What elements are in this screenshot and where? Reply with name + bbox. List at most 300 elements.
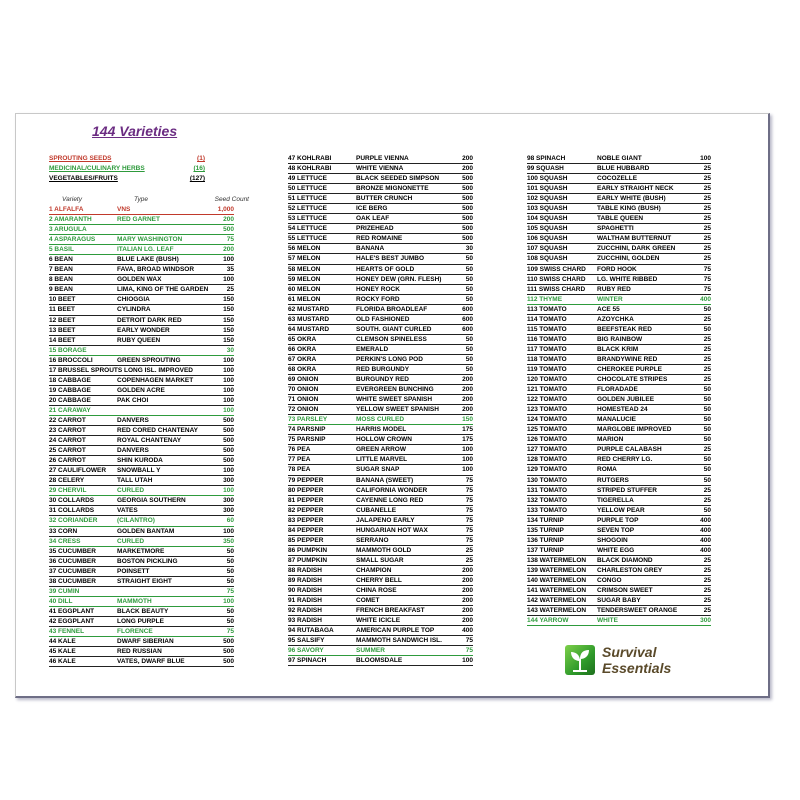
variety-row — [288, 445, 473, 455]
variety-name: 138 WATERMELON — [527, 556, 587, 564]
variety-type: CHAMPION — [356, 566, 392, 574]
variety-name: 40 DILL — [49, 597, 73, 605]
variety-type: PRIZEHEAD — [356, 225, 394, 233]
variety-row — [288, 506, 473, 516]
variety-name: 13 BEET — [49, 326, 76, 334]
seed-count: 50 — [703, 466, 711, 474]
variety-name: 66 OKRA — [288, 345, 317, 353]
seed-count: 75 — [226, 587, 234, 595]
variety-name: 124 TOMATO — [527, 416, 568, 424]
seed-count: 50 — [465, 255, 473, 263]
seed-count: 75 — [465, 526, 473, 534]
variety-type: GOLDEN JUBILEE — [597, 396, 655, 404]
variety-row — [527, 606, 711, 616]
variety-row — [49, 456, 234, 466]
variety-type: WHITE ICICLE — [356, 617, 401, 625]
variety-type: BLACK SEEDED SIMPSON — [356, 175, 440, 183]
variety-name: 140 WATERMELON — [527, 576, 587, 584]
seed-count: 350 — [223, 537, 234, 545]
variety-type: TABLE QUEEN — [597, 215, 644, 223]
variety-name: 92 RADISH — [288, 607, 322, 615]
variety-name: 44 KALE — [49, 638, 76, 646]
variety-type: RUBY QUEEN — [117, 336, 161, 344]
seed-count: 50 — [703, 406, 711, 414]
variety-name: 93 RADISH — [288, 617, 322, 625]
variety-name: 28 CELERY — [49, 477, 85, 485]
seed-count: 100 — [223, 376, 234, 384]
variety-type: DWARF SIBERIAN — [117, 638, 174, 646]
variety-row — [527, 285, 711, 295]
variety-name: 31 COLLARDS — [49, 507, 95, 515]
variety-type: GOLDEN ACRE — [117, 386, 165, 394]
variety-row — [49, 366, 234, 376]
variety-row — [288, 214, 473, 224]
variety-name: 72 ONION — [288, 406, 319, 414]
variety-type: TENDERSWEET ORANGE — [597, 607, 678, 615]
seed-count: 25 — [703, 335, 711, 343]
variety-row — [288, 164, 473, 174]
seed-count: 50 — [465, 365, 473, 373]
variety-name: 61 MELON — [288, 295, 321, 303]
variety-row — [288, 566, 473, 576]
variety-type: HONEY DEW (GRN. FLESH) — [356, 275, 442, 283]
variety-type: BEEFSTEAK RED — [597, 325, 652, 333]
seed-count: 25 — [703, 446, 711, 454]
variety-name: 141 WATERMELON — [527, 587, 587, 595]
seed-count: 500 — [462, 235, 473, 243]
variety-type: COMET — [356, 597, 380, 605]
variety-name: 7 BEAN — [49, 266, 73, 274]
variety-row — [49, 356, 234, 366]
variety-type: PURPLE TOP — [597, 516, 639, 524]
variety-row — [49, 516, 234, 526]
variety-name: 23 CARROT — [49, 427, 86, 435]
variety-row — [288, 365, 473, 375]
variety-row — [527, 616, 711, 626]
variety-row — [527, 345, 711, 355]
variety-name: 132 TOMATO — [527, 496, 568, 504]
variety-row — [527, 365, 711, 375]
variety-row — [49, 567, 234, 577]
seed-count: 100 — [223, 406, 234, 414]
seed-count: 100 — [462, 456, 473, 464]
variety-type: EARLY WONDER — [117, 326, 170, 334]
variety-name: 37 CUCUMBER — [49, 567, 96, 575]
seed-count: 50 — [465, 275, 473, 283]
variety-row — [288, 586, 473, 596]
variety-name: 95 SALSIFY — [288, 637, 325, 645]
variety-type: COCOZELLE — [597, 175, 638, 183]
variety-type: STRAIGHT EIGHT — [117, 577, 172, 585]
seed-count: 100 — [223, 597, 234, 605]
variety-column-3 — [527, 154, 711, 626]
variety-row — [49, 316, 234, 326]
variety-row — [527, 415, 711, 425]
variety-name: 135 TURNIP — [527, 526, 564, 534]
variety-row — [527, 154, 711, 164]
variety-name: 56 MELON — [288, 245, 321, 253]
variety-type: AZOYCHKA — [597, 315, 634, 323]
seed-count: 200 — [462, 587, 473, 595]
variety-row — [527, 486, 711, 496]
variety-type: ZUCCHINI, DARK GREEN — [597, 245, 676, 253]
variety-type: HOLLOW CROWN — [356, 436, 412, 444]
seed-count: 50 — [465, 345, 473, 353]
seed-count: 25 — [703, 566, 711, 574]
variety-row — [288, 305, 473, 315]
variety-type: SHOGOIN — [597, 536, 628, 544]
seed-count: 25 — [703, 587, 711, 595]
variety-name: 49 LETTUCE — [288, 175, 328, 183]
variety-type: ICE BERG — [356, 205, 388, 213]
variety-name: 35 CUCUMBER — [49, 547, 96, 555]
variety-type: SUGAR BABY — [597, 597, 641, 605]
seed-count: 50 — [465, 335, 473, 343]
variety-type: BLUE LAKE (BUSH) — [117, 256, 179, 264]
variety-type: ACE 55 — [597, 305, 620, 313]
seed-count: 100 — [223, 256, 234, 264]
variety-type: SUMMER — [356, 647, 385, 655]
seed-count: 200 — [462, 576, 473, 584]
variety-row — [288, 425, 473, 435]
variety-name: 125 TOMATO — [527, 426, 568, 434]
variety-row — [288, 385, 473, 395]
seed-count: 200 — [223, 216, 234, 224]
variety-name: 115 TOMATO — [527, 325, 567, 333]
variety-name: 128 TOMATO — [527, 456, 568, 464]
variety-name: 30 COLLARDS — [49, 497, 95, 505]
seed-count: 400 — [700, 295, 711, 303]
seed-count: 75 — [465, 536, 473, 544]
variety-name: 86 PUMPKIN — [288, 546, 328, 554]
seed-count: 600 — [462, 325, 473, 333]
variety-row — [49, 285, 234, 295]
variety-name: 59 MELON — [288, 275, 321, 283]
variety-row — [49, 406, 234, 416]
seed-count: 30 — [226, 346, 234, 354]
seed-count: 25 — [703, 185, 711, 193]
seed-count: 200 — [462, 617, 473, 625]
variety-name: 39 CUMIN — [49, 587, 80, 595]
seed-count: 500 — [223, 457, 234, 465]
variety-type: LG. WHITE RIBBED — [597, 275, 658, 283]
variety-name: 85 PEPPER — [288, 536, 324, 544]
seed-count: 300 — [223, 497, 234, 505]
seed-count: 150 — [462, 416, 473, 424]
variety-name: 134 TURNIP — [527, 516, 564, 524]
seed-count: 25 — [703, 205, 711, 213]
variety-type: EARLY STRAIGHT NECK — [597, 185, 674, 193]
seed-count: 500 — [223, 226, 234, 234]
variety-name: 110 SWISS CHARD — [527, 275, 586, 283]
variety-row — [288, 285, 473, 295]
variety-row — [49, 436, 234, 446]
variety-row — [49, 446, 234, 456]
variety-name: 64 MUSTARD — [288, 325, 330, 333]
seed-count: 25 — [703, 245, 711, 253]
variety-type: RED BURGUNDY — [356, 365, 410, 373]
variety-name: 14 BEET — [49, 336, 76, 344]
variety-row — [527, 265, 711, 275]
variety-row — [288, 516, 473, 526]
variety-row — [49, 506, 234, 516]
variety-name: 38 CUCUMBER — [49, 577, 96, 585]
variety-name: 34 CRESS — [49, 537, 81, 545]
variety-type: CLEMSON SPINELESS — [356, 335, 427, 343]
variety-name: 58 MELON — [288, 265, 321, 273]
variety-name: 81 PEPPER — [288, 496, 324, 504]
variety-row — [527, 516, 711, 526]
variety-type: BRANDYWINE RED — [597, 355, 658, 363]
seed-count: 75 — [465, 486, 473, 494]
variety-type: RED CHERRY LG. — [597, 456, 653, 464]
variety-type: BLOOMSDALE — [356, 657, 403, 665]
variety-name: 2 AMARANTH — [49, 216, 92, 224]
variety-row — [49, 416, 234, 426]
variety-name: 12 BEET — [49, 316, 76, 324]
variety-row — [49, 577, 234, 587]
variety-type: CUBANELLE — [356, 506, 397, 514]
variety-type: FRENCH BREAKFAST — [356, 607, 425, 615]
variety-type: GREEN SPROUTING — [117, 356, 181, 364]
variety-type: VNS — [117, 206, 131, 213]
variety-name: 121 TOMATO — [527, 386, 568, 394]
variety-name: 16 BROCCOLI — [49, 356, 93, 364]
variety-name: 100 SQUASH — [527, 175, 568, 183]
variety-type: RED GARNET — [117, 216, 160, 224]
variety-name: 84 PEPPER — [288, 526, 324, 534]
variety-row — [49, 607, 234, 617]
variety-row — [49, 215, 234, 225]
variety-type: LONG PURPLE — [117, 617, 164, 625]
variety-row — [49, 617, 234, 627]
variety-name: 19 CABBAGE — [49, 386, 91, 394]
variety-row — [49, 235, 234, 245]
variety-name: 82 PEPPER — [288, 506, 324, 514]
variety-name: 89 RADISH — [288, 576, 322, 584]
variety-type: NOBLE GIANT — [597, 155, 642, 162]
variety-name: 83 PEPPER — [288, 516, 324, 524]
variety-name: 32 CORIANDER — [49, 517, 98, 525]
variety-name: 111 SWISS CHARD — [527, 285, 586, 293]
seed-count: 75 — [465, 637, 473, 645]
seed-count: 25 — [703, 486, 711, 494]
variety-name: 94 RUTABAGA — [288, 627, 334, 635]
seed-count: 100 — [223, 527, 234, 535]
variety-name: 119 TOMATO — [527, 365, 567, 373]
variety-row — [288, 496, 473, 506]
variety-name: 36 CUCUMBER — [49, 557, 96, 565]
variety-type: CONGO — [597, 576, 622, 584]
variety-type: BLACK DIAMOND — [597, 556, 653, 564]
variety-row — [288, 184, 473, 194]
seed-count: 25 — [703, 315, 711, 323]
seed-count: 50 — [226, 617, 234, 625]
variety-name: 126 TOMATO — [527, 436, 568, 444]
variety-type: TIGERELLA — [597, 496, 634, 504]
variety-row — [49, 657, 234, 667]
variety-name: 63 MUSTARD — [288, 315, 330, 323]
variety-column-1 — [49, 205, 234, 667]
variety-type: FLORADADE — [597, 386, 638, 394]
variety-type: MARGLOBE IMPROVED — [597, 426, 672, 434]
variety-row — [49, 265, 234, 275]
variety-row — [527, 375, 711, 385]
variety-row — [288, 375, 473, 385]
variety-row — [527, 576, 711, 586]
summary-herbs — [49, 164, 205, 174]
seed-count: 500 — [462, 175, 473, 183]
seed-count: 100 — [462, 657, 473, 665]
variety-name: 1 ALFALFA — [49, 206, 84, 213]
variety-name: 112 THYME — [527, 295, 563, 303]
variety-name: 60 MELON — [288, 285, 321, 293]
seed-count: 35 — [226, 266, 234, 274]
variety-name: 79 PEPPER — [288, 476, 324, 484]
variety-name: 97 SPINACH — [288, 657, 327, 665]
seed-count: 25 — [465, 546, 473, 554]
variety-row — [527, 445, 711, 455]
variety-name: 52 LETTUCE — [288, 205, 328, 213]
logo-line-1: Survival — [602, 644, 657, 660]
variety-type: MARY WASHINGTON — [117, 236, 183, 244]
seed-count: 30 — [465, 245, 473, 253]
variety-name: 74 PARSNIP — [288, 426, 326, 434]
variety-row — [49, 305, 234, 315]
seed-count: 150 — [223, 296, 234, 304]
variety-type: CAYENNE LONG RED — [356, 496, 424, 504]
seed-count: 100 — [462, 466, 473, 474]
variety-name: 123 TOMATO — [527, 406, 568, 414]
variety-name: 108 SQUASH — [527, 255, 568, 263]
seed-count: 75 — [465, 516, 473, 524]
seed-count: 200 — [462, 165, 473, 173]
variety-row — [49, 496, 234, 506]
summary-label: SPROUTING SEEDS — [49, 155, 112, 162]
variety-name: 102 SQUASH — [527, 195, 568, 203]
variety-type: ITALIAN LG. LEAF — [117, 246, 174, 254]
variety-row — [527, 526, 711, 536]
variety-type: WALTHAM BUTTERNUT — [597, 235, 672, 243]
variety-name: 118 TOMATO — [527, 355, 567, 363]
variety-row — [527, 305, 711, 315]
seed-count: 200 — [223, 246, 234, 254]
seed-count: 1,000 — [217, 206, 234, 213]
variety-name: 106 SQUASH — [527, 235, 568, 243]
variety-row — [49, 275, 234, 285]
variety-type: BANANA — [356, 245, 385, 253]
variety-name: 122 TOMATO — [527, 396, 568, 404]
variety-row — [288, 636, 473, 646]
variety-type: HALE'S BEST JUMBO — [356, 255, 424, 263]
variety-name: 105 SQUASH — [527, 225, 568, 233]
variety-type: VATES, DWARF BLUE — [117, 658, 185, 666]
variety-type: JALAPENO EARLY — [356, 516, 415, 524]
variety-type: (CILANTRO) — [117, 517, 155, 525]
variety-row — [288, 265, 473, 275]
variety-name: 5 BASIL — [49, 246, 74, 254]
variety-name: 99 SQUASH — [527, 165, 564, 173]
variety-type: CURLED — [117, 537, 145, 545]
variety-name: 104 SQUASH — [527, 215, 568, 223]
variety-type: YELLOW PEAR — [597, 506, 645, 514]
variety-row — [49, 597, 234, 607]
variety-type: ROMA — [597, 466, 617, 474]
seed-count: 75 — [226, 627, 234, 635]
variety-type: CHINA ROSE — [356, 587, 397, 595]
variety-name: 42 EGGPLANT — [49, 617, 95, 625]
variety-name: 51 LETTUCE — [288, 195, 328, 203]
header-variety: Variety — [62, 196, 82, 203]
variety-name: 88 RADISH — [288, 566, 322, 574]
seed-count: 500 — [223, 437, 234, 445]
variety-row — [527, 536, 711, 546]
variety-row — [527, 254, 711, 264]
seed-count: 200 — [462, 155, 473, 162]
category-summary — [49, 154, 205, 184]
variety-name: 26 CARROT — [49, 457, 86, 465]
variety-row — [49, 386, 234, 396]
variety-name: 6 BEAN — [49, 256, 73, 264]
variety-row — [527, 184, 711, 194]
variety-name: 71 ONION — [288, 396, 319, 404]
variety-type: RUTGERS — [597, 476, 629, 484]
variety-type: BLUE HUBBARD — [597, 165, 650, 173]
seed-count: 25 — [703, 556, 711, 564]
variety-row — [49, 346, 234, 356]
variety-type: BUTTER CRUNCH — [356, 195, 413, 203]
variety-row — [288, 576, 473, 586]
seed-count: 50 — [703, 436, 711, 444]
variety-row — [49, 255, 234, 265]
variety-name: 129 TOMATO — [527, 466, 568, 474]
variety-type: ROCKY FORD — [356, 295, 400, 303]
seed-count: 100 — [223, 487, 234, 495]
variety-row — [527, 234, 711, 244]
column-headers — [49, 195, 249, 205]
seed-count: 50 — [703, 396, 711, 404]
variety-row — [288, 174, 473, 184]
variety-type: SERRANO — [356, 536, 389, 544]
seed-count: 50 — [703, 426, 711, 434]
summary-sprouting — [49, 154, 205, 164]
variety-row — [527, 556, 711, 566]
variety-type: SMALL SUGAR — [356, 556, 404, 564]
variety-row — [288, 254, 473, 264]
variety-name: 117 TOMATO — [527, 345, 567, 353]
seed-count: 50 — [703, 456, 711, 464]
variety-row — [288, 194, 473, 204]
seed-count: 25 — [703, 496, 711, 504]
variety-type: DANVERS — [117, 416, 149, 424]
seed-count: 25 — [703, 165, 711, 173]
seed-count: 75 — [226, 236, 234, 244]
variety-name: 20 CABBAGE — [49, 396, 91, 404]
seed-count: 500 — [223, 447, 234, 455]
variety-name: 11 BEET — [49, 306, 76, 314]
variety-type: SPAGHETTI — [597, 225, 634, 233]
summary-label: VEGETABLES/FRUITS — [49, 175, 118, 182]
variety-type: BLACK BEAUTY — [117, 607, 169, 615]
seed-count: 175 — [462, 436, 473, 444]
variety-row — [527, 204, 711, 214]
variety-name: 68 OKRA — [288, 365, 317, 373]
seed-count: 25 — [703, 345, 711, 353]
variety-type: BURGUNDY RED — [356, 376, 409, 384]
seed-count: 400 — [700, 546, 711, 554]
seed-count: 50 — [226, 557, 234, 565]
variety-row — [527, 355, 711, 365]
